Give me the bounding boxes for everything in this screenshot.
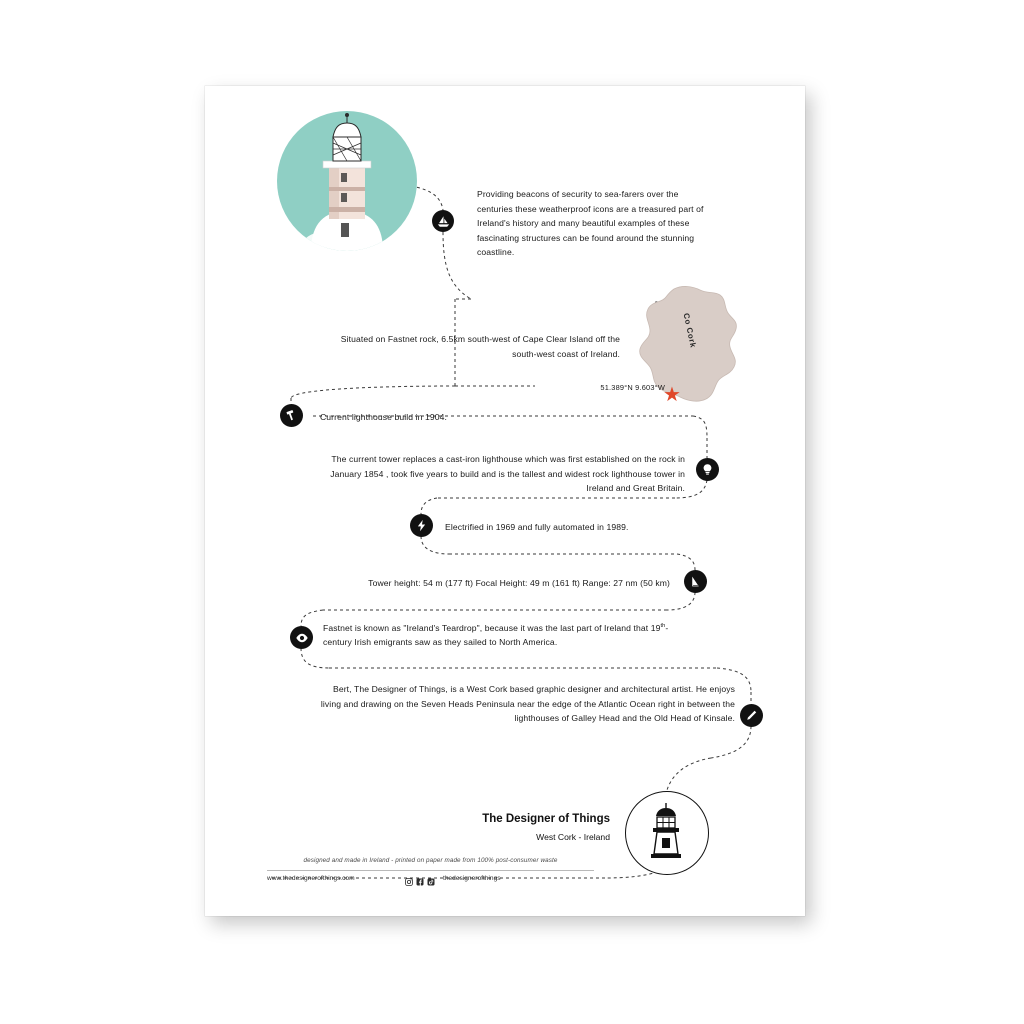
coordinates-label: 51.389°N 9.603°W <box>600 383 665 392</box>
fact-text-6: Bert, The Designer of Things, is a West Cork based graphic designer and architectural artist. He enjoys living and drawing on the Seven Heads Peninsula near the edge of the Atlantic Ocean right in between the lighthouses of Galley Head and the Old Head of Kinsale. <box>320 684 735 724</box>
lighthouse-illustration <box>277 111 417 251</box>
pencil-icon <box>740 704 763 727</box>
fact-text-5 <box>323 619 691 650</box>
eye-icon <box>290 626 313 649</box>
hammer-icon <box>280 404 303 427</box>
location-star-marker: ★ <box>663 384 681 406</box>
eye-glyph <box>295 631 309 645</box>
lightning-glyph <box>415 519 428 532</box>
intro-paragraph: Providing beacons of security to sea-farers over the centuries these weatherproof icons are a treasured part of Ireland's history and many beautiful examples of these fascinating structures can be found around the stunning coastline. <box>477 189 704 258</box>
fact-5-sup: th <box>660 623 666 629</box>
brand-location: West Cork - Ireland <box>536 832 610 842</box>
fact-5-post: -century Irish emigrants saw as they sailed to North America. <box>323 622 669 648</box>
location-paragraph: Situated on Fastnet rock, 6.5km south-west of Cape Clear Island off the south-west coast of Ireland. <box>340 334 620 359</box>
brand-logo <box>625 791 709 875</box>
fact-text-2: The current tower replaces a cast-iron lighthouse which was first established on the rock in January 1854 , took five years to build and is the tallest and widest rock lighthouse tower in Ireland and Great Britain. <box>330 454 685 494</box>
facebook-icon[interactable] <box>416 873 424 881</box>
brand-logo-lighthouse-glyph <box>626 792 706 872</box>
sailboat-glyph <box>437 215 450 228</box>
fine-print: designed and made in Ireland - printed on paper made from 100% post-consumer waste <box>303 857 558 864</box>
fact-text-3: Electrified in 1969 and fully automated in 1989. <box>445 522 629 532</box>
instagram-icon[interactable] <box>405 873 413 881</box>
social-icons <box>405 873 435 881</box>
hammer-glyph <box>285 409 298 422</box>
poster-sheet <box>205 86 805 916</box>
lightning-icon <box>410 514 433 537</box>
ruler-glyph <box>689 575 702 588</box>
website-url: www.thedesignerofthings.com <box>267 875 355 882</box>
footer-divider <box>267 870 594 871</box>
fact-5-pre: Fastnet is known as "Ireland's Teardrop", because it was the last part of Ireland that 19 <box>323 622 661 633</box>
fact-text-4: Tower height: 54 m (177 ft) Focal Height: 49 m (161 ft) Range: 27 nm (50 km) <box>368 578 670 588</box>
map-region-label: Co Cork <box>681 312 698 349</box>
ireland-map-shape <box>630 281 750 416</box>
lightbulb-glyph <box>701 463 714 476</box>
lighthouse-graphic <box>277 111 417 251</box>
pencil-glyph <box>745 709 758 722</box>
sailboat-icon <box>432 210 454 232</box>
lightbulb-icon <box>696 458 719 481</box>
ireland-map <box>630 281 750 416</box>
fact-text-1: Current lighthouse build in 1904. <box>320 412 448 422</box>
tiktok-icon[interactable] <box>427 873 435 881</box>
ruler-icon <box>684 570 707 593</box>
brand-name: The Designer of Things <box>482 813 610 825</box>
social-handle: thedesignerofthings <box>443 875 501 882</box>
